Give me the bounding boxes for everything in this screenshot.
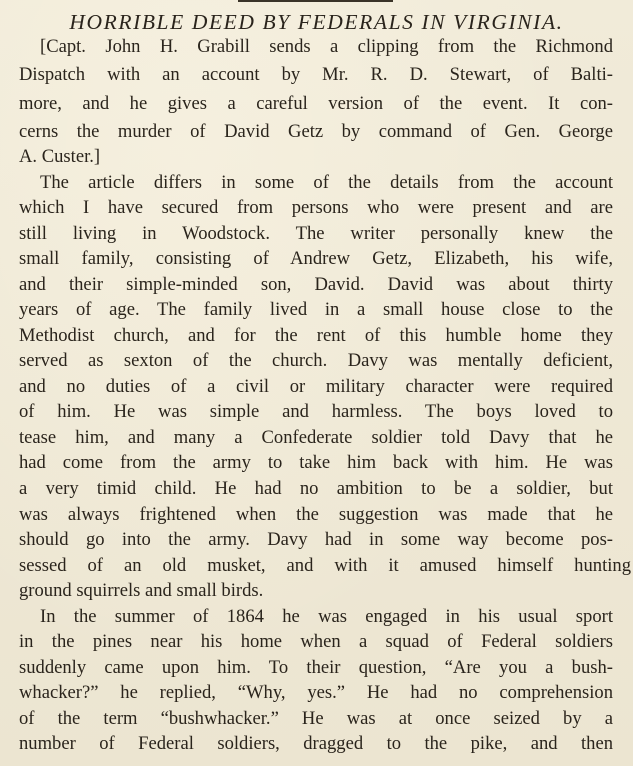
text-line: Dispatch with an account by Mr. R. D. Stewart, of Balti- [19, 64, 613, 85]
text-line: which I have secured from persons who were present and are [19, 197, 613, 218]
text-line: Methodist church, and for the rent of this humble home they [19, 325, 613, 346]
text-line: The article differs in some of the details from the account [40, 172, 613, 193]
text-line: number of Federal soldiers, dragged to the pike, and then [19, 733, 613, 754]
text-line: of the term “bushwhacker.” He was at once seized by a [19, 708, 613, 729]
text-line: ground squirrels and small birds. [19, 580, 264, 601]
text-line: had come from the army to take him back with him. He was [19, 452, 613, 473]
text-line: in the pines near his home when a squad of Federal soldiers [19, 631, 613, 652]
text-line: tease him, and many a Confederate soldier told Davy that he [19, 427, 613, 448]
text-line: A. Custer.] [19, 146, 101, 167]
text-line: should go into the army. Davy had in some way become pos- [19, 529, 613, 550]
text-line: suddenly came upon him. To their question, “Are you a bush- [19, 657, 613, 678]
text-line: still living in Woodstock. The writer personally knew the [19, 223, 613, 244]
text-line: [Capt. John H. Grabill sends a clipping from the Richmond [40, 36, 613, 57]
text-line: and no duties of a civil or military character were required [19, 376, 613, 397]
text-line: whacker?” he replied, “Why, yes.” He had no comprehension [19, 682, 613, 703]
text-line: was always frightened when the suggestion was made that he [19, 504, 613, 525]
text-line: In the summer of 1864 he was engaged in his usual sport [40, 606, 613, 627]
text-line: cerns the murder of David Getz by command of Gen. George [19, 121, 613, 142]
text-line: sessed of an old musket, and with it amused himself hunting [19, 555, 631, 576]
text-line: and their simple-minded son, David. David was about thirty [19, 274, 613, 295]
article-heading: HORRIBLE DEED BY FEDERALS IN VIRGINIA. [69, 10, 564, 34]
text-line: small family, consisting of Andrew Getz, Elizabeth, his wife, [19, 248, 613, 269]
text-line: more, and he gives a careful version of the event. It con- [19, 93, 613, 114]
text-line: served as sexton of the church. Davy was mentally deficient, [19, 350, 613, 371]
text-line: of him. He was simple and harmless. The boys loved to [19, 401, 613, 422]
text-line: a very timid child. He had no ambition to be a soldier, but [19, 478, 613, 499]
top-rule [238, 0, 393, 2]
text-line: years of age. The family lived in a small house close to the [19, 299, 613, 320]
